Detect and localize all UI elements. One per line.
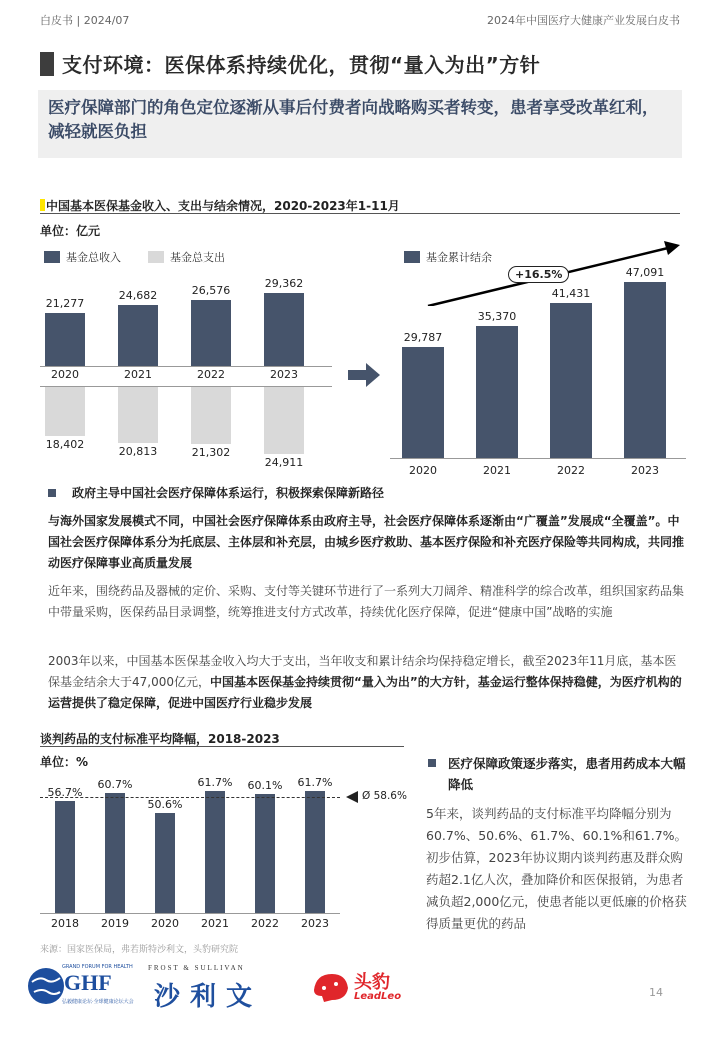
x-axis-label: 2021 xyxy=(124,368,152,381)
bullet-icon xyxy=(428,759,436,767)
income-bar xyxy=(118,305,158,366)
x-axis-label: 2021 xyxy=(201,917,229,930)
decline-bar xyxy=(305,791,325,913)
trend-arrowhead xyxy=(664,241,680,255)
section2-paragraph: 5年来，谈判药品的支付标准平均降幅分别为60.7%、50.6%、61.7%、60.1%和61.7%。初步估算，2023年协议期内谈判药惠及群众购药超2.1亿人次，叠加降价和医保报销，为患者减负超2,000亿元，使患者能以更低廉的价格获得质量更优的药品 xyxy=(426,806,688,931)
x-axis-label: 2021 xyxy=(483,464,511,477)
average-label: Ø 58.6% xyxy=(362,790,407,803)
subtitle-box xyxy=(38,90,682,158)
decline-bar xyxy=(155,813,175,913)
page-title: 支付环境：医保体系持续优化，贯彻“量入为出”方针 xyxy=(62,53,541,77)
leopard-icon xyxy=(310,970,350,1004)
ghf-sub-text: 弘毅健康论坛·全球健康论坛大会 xyxy=(62,999,134,1005)
chart1-rule xyxy=(40,213,680,214)
average-dashed-line xyxy=(40,797,340,798)
legend-income-label: 基金总收入 xyxy=(66,251,121,264)
para3-normal: 2003年以来，中国基本医保基金收入均大于支出，当年收支和累计结余均保持稳定增长，截至2023年11月底，基本医保基金结余大于47,000亿元， xyxy=(48,654,677,689)
x-axis-label: 2020 xyxy=(51,368,79,381)
legend-income xyxy=(44,249,121,265)
section1-heading: 政府主导中国社会医疗保障体系运行，积极探索保障新路径 xyxy=(72,486,385,500)
chart-income-expense xyxy=(40,276,340,480)
x-axis-line xyxy=(40,366,332,367)
toubao-text: 头豹 xyxy=(354,972,390,993)
x-axis-label: 2022 xyxy=(557,464,585,477)
decline-value-label: 60.7% xyxy=(97,777,133,791)
income-value-label: 29,362 xyxy=(264,276,304,290)
expense-value-label: 21,302 xyxy=(191,446,231,460)
balance-value-label: 47,091 xyxy=(625,266,665,279)
x-axis-label: 2023 xyxy=(270,368,298,381)
decline-bar xyxy=(105,793,125,913)
x-axis-label: 2020 xyxy=(151,917,179,930)
frost-sullivan-logo xyxy=(148,964,298,1010)
income-value-label: 26,576 xyxy=(191,283,231,297)
decline-value-label: 50.6% xyxy=(147,797,183,811)
section1-paragraph-3 xyxy=(48,651,684,714)
balance-value-label: 29,787 xyxy=(403,330,443,344)
chart-drug-price-decline xyxy=(40,770,420,935)
ghf-top-text: GRAND FORUM FOR HEALTH xyxy=(62,964,133,970)
x-axis-label: 2019 xyxy=(101,917,129,930)
growth-badge: +16.5% xyxy=(508,266,569,283)
x-axis-label: 2022 xyxy=(251,917,279,930)
expense-bar xyxy=(264,386,304,454)
ghf-logo xyxy=(26,964,136,1010)
leadleo-logo xyxy=(310,968,420,1008)
legend-expense xyxy=(148,249,225,265)
decline-value-label: 60.1% xyxy=(247,779,283,793)
chart3-title: 谈判药品的支付标准平均降幅，2018-2023 xyxy=(40,732,280,746)
legend-income-swatch xyxy=(44,251,60,263)
source-note: 来源：国家医保局，弗若斯特沙利文，头豹研究院 xyxy=(40,945,239,955)
chart1-unit: 单位：亿元 xyxy=(40,224,101,238)
para3-bold: 中国基本医保基金持续贯彻“量入为出”的大方针，基金运行整体保持稳健，为医疗机构的运营提供了稳定保障，促进中国医疗行业稳步发展 xyxy=(48,675,682,710)
balance-bar xyxy=(550,303,592,458)
legend-expense-swatch xyxy=(148,251,164,263)
section1-paragraph-2: 近年来，围绕药品及器械的定价、采购、支付等关键环节进行了一系列大刀阔斧、精准科学的综合改革，组织国家药品集中带量采购，医保药品目录调整，统筹推进支付方式改革，持续优化医疗保障，促进“健康中国”战略的实施 xyxy=(48,584,685,619)
income-bar xyxy=(45,313,85,366)
shaliwen-text: 沙利文 xyxy=(154,982,263,1012)
section2-heading: 医疗保障政策逐步落实，患者用药成本大幅降低 xyxy=(448,756,686,792)
subtitle: 医疗保障部门的角色定位逐渐从事后付费者向战略购买者转变，患者享受改革红利，减轻就医负担 xyxy=(48,98,659,141)
bullet-icon xyxy=(48,489,56,497)
income-bar xyxy=(191,300,231,366)
ghf-text: GHF xyxy=(64,970,112,995)
chart-balance xyxy=(390,236,690,478)
x-axis-label: 2022 xyxy=(197,368,225,381)
expense-bar xyxy=(191,386,231,444)
title-marker xyxy=(40,52,54,76)
average-pointer xyxy=(346,791,358,803)
expense-bar xyxy=(45,386,85,436)
globe-icon xyxy=(26,966,66,1006)
x-axis-line xyxy=(40,913,340,914)
x-axis-label: 2018 xyxy=(51,917,79,930)
right-arrow-icon xyxy=(348,363,382,387)
leadleo-text: LeadLeo xyxy=(354,991,402,1002)
decline-bar xyxy=(55,801,75,913)
balance-value-label: 41,431 xyxy=(551,287,591,301)
highlight-mark xyxy=(40,199,45,211)
expense-value-label: 20,813 xyxy=(118,444,158,458)
decline-bar xyxy=(205,791,225,913)
decline-value-label: 56.7% xyxy=(47,785,83,799)
x-axis-line xyxy=(40,386,332,387)
income-bar xyxy=(264,293,304,366)
chart3-rule xyxy=(40,746,404,747)
income-value-label: 21,277 xyxy=(45,297,85,310)
legend-balance-label: 基金累计结余 xyxy=(426,251,492,264)
frost-sullivan-text: FROST & SULLIVAN xyxy=(148,964,245,972)
expense-value-label: 18,402 xyxy=(45,438,85,452)
decline-value-label: 61.7% xyxy=(197,776,233,789)
balance-value-label: 35,370 xyxy=(477,309,517,323)
expense-value-label: 24,911 xyxy=(264,455,304,469)
chart1-title xyxy=(40,197,400,214)
header-right: 2024年中国医疗大健康产业发展白皮书 xyxy=(487,14,680,27)
x-axis-line xyxy=(390,458,686,459)
balance-bar xyxy=(402,347,444,458)
x-axis-label: 2020 xyxy=(409,464,437,477)
header-left: 白皮书 | 2024/07 xyxy=(40,14,130,27)
x-axis-label: 2023 xyxy=(301,917,329,930)
decline-bar xyxy=(255,794,275,913)
income-value-label: 24,682 xyxy=(118,288,158,302)
section1-bold-paragraph: 与海外国家发展模式不同，中国社会医疗保障体系由政府主导，社会医疗保障体系逐渐由“广覆盖”发展成“全覆盖”。中国社会医疗保障体系分为托底层、主体层和补充层，由城乡医疗救助、基本医疗保险和补充医疗保险等共同构成，共同推动医疗保障事业高质量发展 xyxy=(48,514,685,570)
chart1-title-text: 中国基本医保基金收入、支出与结余情况，2020-2023年1-11月 xyxy=(46,199,400,213)
page-number: 14 xyxy=(649,986,663,999)
chart3-unit: 单位：% xyxy=(40,755,89,769)
x-axis-label: 2023 xyxy=(631,464,659,477)
balance-bar xyxy=(624,282,666,458)
average-pointer-icon xyxy=(345,790,359,804)
legend-expense-label: 基金总支出 xyxy=(170,251,225,264)
expense-bar xyxy=(118,386,158,443)
decline-value-label: 61.7% xyxy=(297,776,333,789)
balance-bar xyxy=(476,326,518,458)
